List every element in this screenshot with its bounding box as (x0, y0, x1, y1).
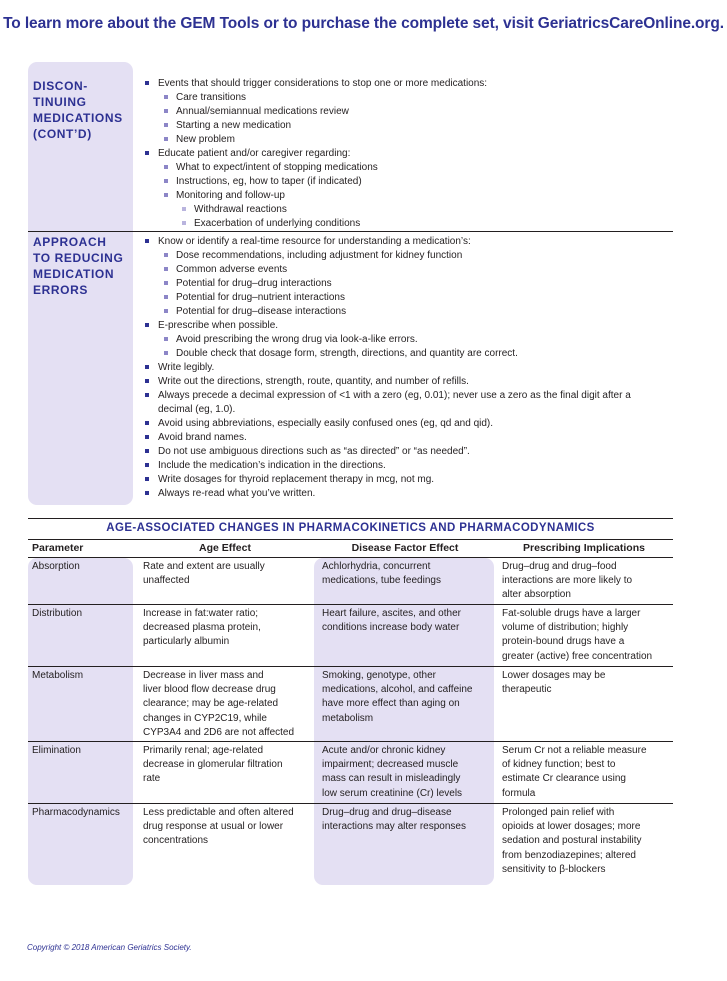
bullet-icon (164, 309, 168, 313)
cell-parameter-metabolism: Metabolism (32, 670, 84, 681)
bullet-icon (164, 95, 168, 99)
list-item: Do not use ambiguous directions such as “as directed” or “as needed”. (142, 445, 677, 459)
cell-age-absorption: Rate and extent are usually unaffected (143, 561, 265, 587)
bullet-icon (145, 421, 149, 425)
cell-rx-distribution: Fat-soluble drugs have a larger volume of distribution; highly protein-bound drugs have a greater (active) free concentration (502, 608, 653, 662)
list-item: Know or identify a real-time resource for understanding a medication’s: (142, 235, 677, 249)
errors-list (142, 235, 677, 501)
list-item: Potential for drug–nutrient interactions (142, 291, 677, 305)
bullet-icon (182, 207, 186, 211)
cell-parameter-distribution: Distribution (32, 608, 83, 619)
bullet-icon (145, 491, 149, 495)
cell-parameter-pharmacodynamics: Pharmacodynamics (32, 807, 120, 818)
table-title-rule (28, 539, 673, 540)
bullet-icon (145, 379, 149, 383)
table-top-rule (28, 518, 673, 519)
cell-rx-pharmacodynamics: Prolonged pain relief with opioids at lower dosages; more sedation and postural instability from benzodiazepines; altered sensitivity to β-blockers (502, 807, 642, 875)
bullet-icon (164, 295, 168, 299)
column-header-prescribing: Prescribing Implications (523, 542, 645, 554)
column-header-disease-factor: Disease Factor Effect (351, 542, 459, 554)
banner-link-text: To learn more about the GEM Tools or to purchase the complete set, visit GeriatricsCareOnline.org. (3, 15, 724, 32)
column-header-age-effect: Age Effect (199, 542, 251, 554)
bullet-icon (145, 393, 149, 397)
discontinuing-list (142, 77, 672, 231)
cell-parameter-absorption: Absorption (32, 561, 80, 572)
list-item: Avoid using abbreviations, especially easily confused ones (eg, qd and qid). (142, 417, 677, 431)
list-item: Starting a new medication (142, 119, 672, 133)
bullet-icon (164, 109, 168, 113)
list-item: Potential for drug–disease interactions (142, 305, 677, 319)
bullet-icon (145, 239, 149, 243)
heading-reducing-medication-errors: APPROACH TO REDUCING MEDICATION ERRORS (33, 235, 124, 297)
bullet-icon (145, 463, 149, 467)
list-item: Potential for drug–drug interactions (142, 277, 677, 291)
list-item: Write legibly. (142, 361, 677, 375)
cell-disease-metabolism: Smoking, genotype, other medications, alcohol, and caffeine have more effect than aging on metabolism (322, 670, 473, 724)
copyright-notice: Copyright © 2018 American Geriatrics Society. (27, 943, 192, 952)
list-item: Instructions, eg, how to taper (if indicated) (142, 175, 672, 189)
bullet-icon (182, 221, 186, 225)
list-item: Educate patient and/or caregiver regarding: (142, 147, 672, 161)
list-item: Write out the directions, strength, route, quantity, and number of refills. (142, 375, 677, 389)
list-item: Withdrawal reactions (142, 203, 672, 217)
bullet-icon (164, 123, 168, 127)
cell-disease-elimination: Acute and/or chronic kidney impairment; decreased muscle mass can result in misleadingly low serum creatinine (Cr) levels (322, 745, 463, 799)
cell-parameter-elimination: Elimination (32, 745, 81, 756)
cell-rx-absorption: Drug–drug and drug–food interactions are more likely to alter absorption (502, 561, 633, 601)
list-item-continuation: decimal (eg, 1.0). (158, 404, 236, 415)
bullet-icon (164, 253, 168, 257)
bullet-icon (164, 165, 168, 169)
list-item: Double check that dosage form, strength, directions, and quantity are correct. (142, 347, 677, 361)
list-item: Dose recommendations, including adjustment for kidney function (142, 249, 677, 263)
header-rule (28, 557, 673, 558)
column-header-parameter: Parameter (32, 542, 84, 554)
cell-age-distribution: Increase in fat:water ratio; decreased plasma protein, particularly albumin (143, 608, 261, 648)
list-item: Avoid prescribing the wrong drug via look-a-like errors. (142, 333, 677, 347)
row-divider (28, 604, 673, 605)
list-item: Events that should trigger considerations to stop one or more medications: (142, 77, 672, 91)
list-item: Monitoring and follow-up (142, 189, 672, 203)
heading-discontinuing-medications: DISCON- TINUING MEDICATIONS (CONT’D) (33, 79, 123, 141)
bullet-icon (145, 477, 149, 481)
cell-rx-elimination: Serum Cr not a reliable measure of kidney function; best to estimate Cr clearance using formula (502, 745, 647, 799)
cell-age-pharmacodynamics: Less predictable and often altered drug response at usual or lower concentrations (143, 807, 294, 847)
list-item: E-prescribe when possible. (142, 319, 677, 333)
list-item: Avoid brand names. (142, 431, 677, 445)
list-item: Common adverse events (142, 263, 677, 277)
list-item: Always precede a decimal expression of <1 with a zero (eg, 0.01); never use a zero as the final digit after a (142, 389, 677, 403)
bullet-icon (145, 81, 149, 85)
bullet-icon (164, 267, 168, 271)
table-title: AGE-ASSOCIATED CHANGES IN PHARMACOKINETICS AND PHARMACODYNAMICS (106, 522, 595, 534)
bullet-icon (164, 337, 168, 341)
list-item: Care transitions (142, 91, 672, 105)
cell-disease-distribution: Heart failure, ascites, and other conditions increase body water (322, 608, 461, 634)
bullet-icon (145, 323, 149, 327)
list-item: Annual/semiannual medications review (142, 105, 672, 119)
bullet-icon (164, 351, 168, 355)
bullet-icon (145, 449, 149, 453)
cell-age-elimination: Primarily renal; age-related decrease in glomerular filtration rate (143, 745, 283, 785)
list-item: Always re-read what you’ve written. (142, 487, 677, 501)
list-item: Exacerbation of underlying conditions (142, 217, 672, 231)
list-item: Write dosages for thyroid replacement therapy in mcg, not mg. (142, 473, 677, 487)
cell-disease-pharmacodynamics: Drug–drug and drug–disease interactions may alter responses (322, 807, 466, 833)
bullet-icon (164, 281, 168, 285)
row-divider (28, 741, 673, 742)
bullet-icon (164, 179, 168, 183)
bullet-icon (145, 435, 149, 439)
bullet-icon (164, 193, 168, 197)
bullet-icon (145, 365, 149, 369)
bullet-icon (145, 151, 149, 155)
cell-rx-metabolism: Lower dosages may be therapeutic (502, 670, 606, 696)
list-item: New problem (142, 133, 672, 147)
row-divider (28, 666, 673, 667)
list-item: What to expect/intent of stopping medications (142, 161, 672, 175)
bullet-icon (164, 137, 168, 141)
row-divider (28, 803, 673, 804)
cell-disease-absorption: Achlorhydria, concurrent medications, tube feedings (322, 561, 441, 587)
list-item: Include the medication’s indication in the directions. (142, 459, 677, 473)
section-divider (28, 231, 673, 232)
cell-age-metabolism: Decrease in liver mass and liver blood flow decrease drug clearance; may be age-related changes in CYP2C19, while CYP3A4 and 2D6 are not affected (143, 670, 295, 738)
